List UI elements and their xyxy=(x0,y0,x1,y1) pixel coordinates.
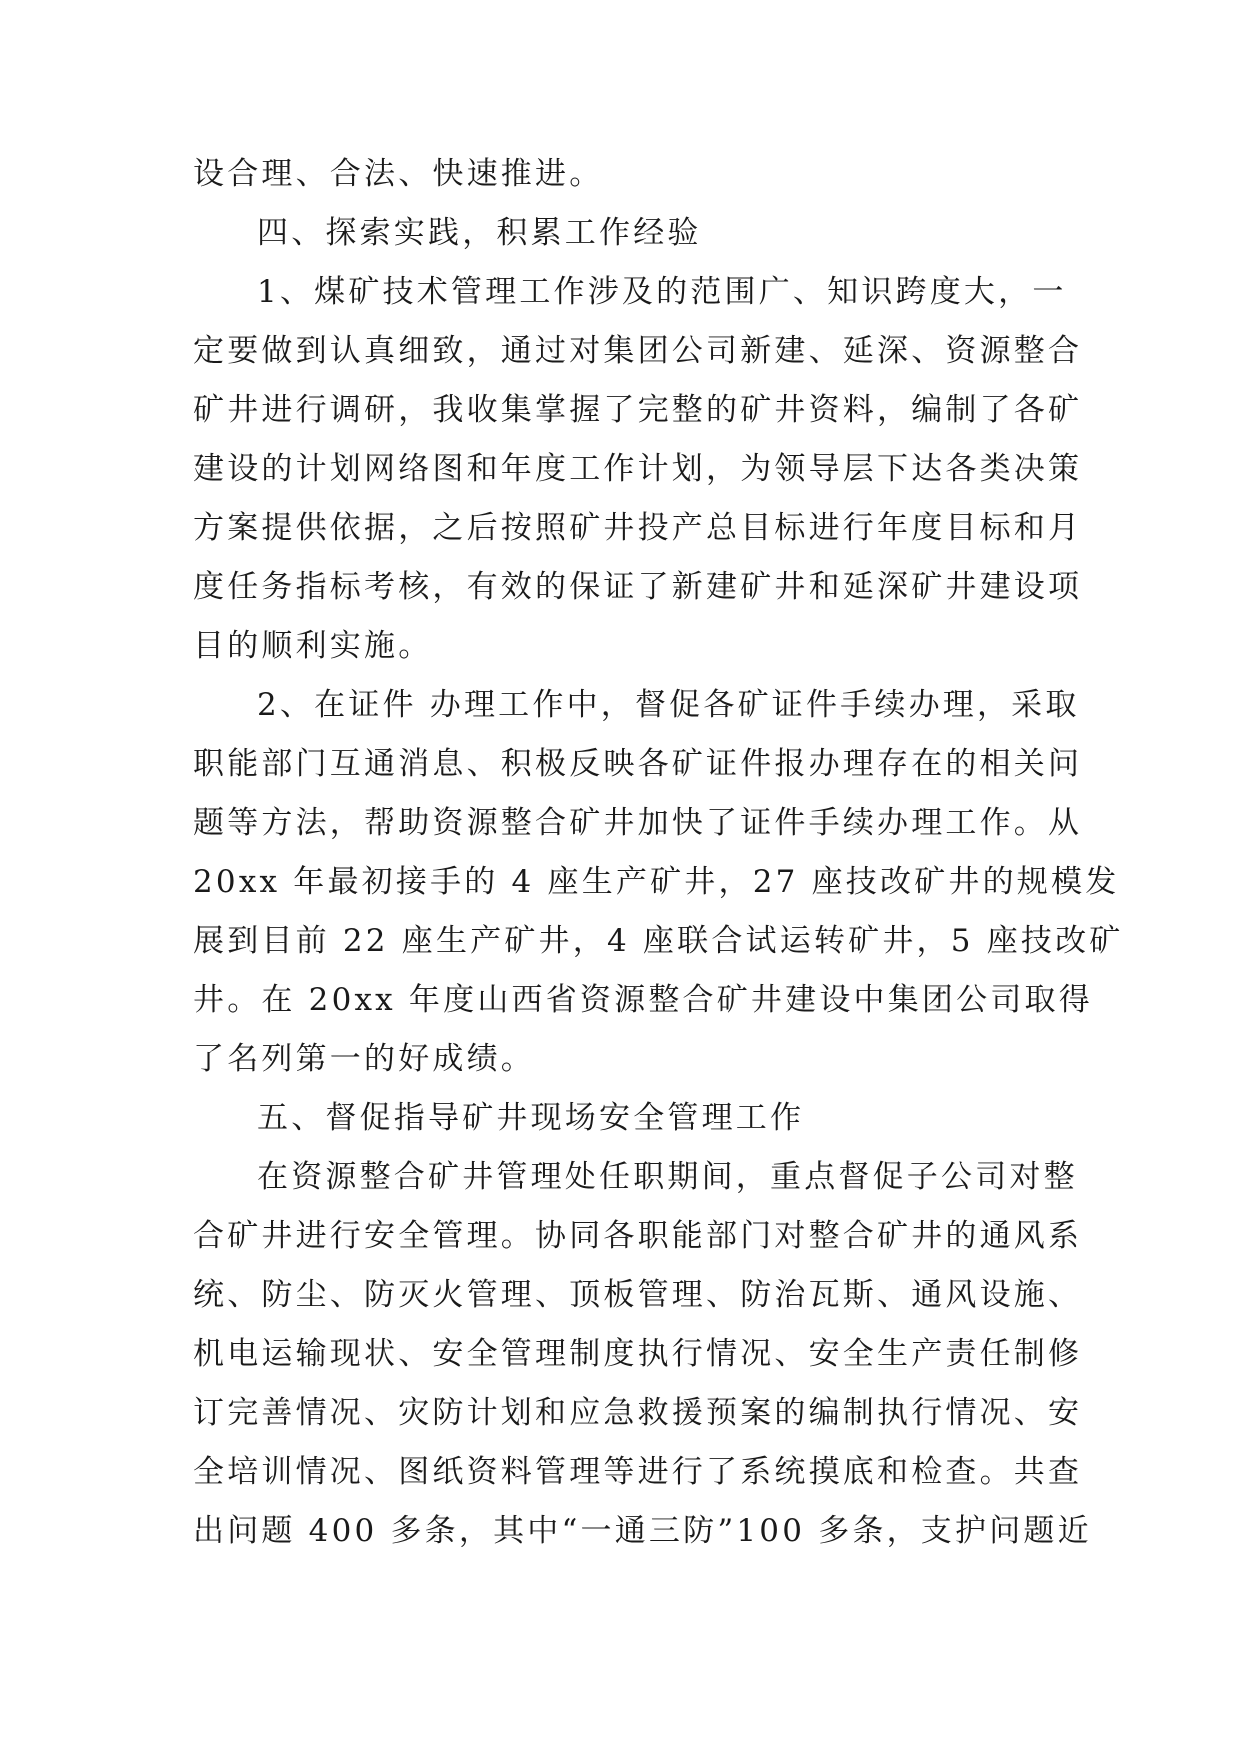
body-text-line: 合矿井进行安全管理。协同各职能部门对整合矿井的通风系 xyxy=(193,1218,1083,1254)
body-text-line: 度任务指标考核，有效的保证了新建矿井和延深矿井建设项 xyxy=(193,569,1083,605)
body-text-line: 了名列第一的好成绩。 xyxy=(193,1041,535,1077)
body-text-line: 井。在 20xx 年度山西省资源整合矿井建设中集团公司取得 xyxy=(193,982,1093,1018)
body-text-line: 目的顺利实施。 xyxy=(193,628,433,664)
paragraph-first-line: 2、在证件 办理工作中，督促各矿证件手续办理，采取 xyxy=(257,687,1080,723)
body-text-line: 设合理、合法、快速推进。 xyxy=(193,156,604,192)
paragraph-first-line: 1、煤矿技术管理工作涉及的范围广、知识跨度大，一 xyxy=(257,274,1067,310)
body-text-line: 统、防尘、防灭火管理、顶板管理、防治瓦斯、通风设施、 xyxy=(193,1277,1083,1313)
body-text-line: 方案提供依据，之后按照矿井投产总目标进行年度目标和月 xyxy=(193,510,1083,546)
body-text-line: 20xx 年最初接手的 4 座生产矿井，27 座技改矿井的规模发 xyxy=(193,864,1120,900)
body-text-line: 题等方法，帮助资源整合矿井加快了证件手续办理工作。从 xyxy=(193,805,1083,841)
body-text-line: 订完善情况、灾防计划和应急救援预案的编制执行情况、安 xyxy=(193,1395,1083,1431)
body-text-line: 定要做到认真细致，通过对集团公司新建、延深、资源整合 xyxy=(193,333,1083,369)
body-text-line: 建设的计划网络图和年度工作计划，为领导层下达各类决策 xyxy=(193,451,1083,487)
body-text-line: 矿井进行调研，我收集掌握了完整的矿井资料，编制了各矿 xyxy=(193,392,1083,428)
paragraph-first-line: 在资源整合矿井管理处任职期间，重点督促子公司对整 xyxy=(257,1159,1078,1195)
body-text-line: 机电运输现状、安全管理制度执行情况、安全生产责任制修 xyxy=(193,1336,1083,1372)
body-text-line: 职能部门互通消息、积极反映各矿证件报办理存在的相关问 xyxy=(193,746,1083,782)
body-text-line: 全培训情况、图纸资料管理等进行了系统摸底和检查。共查 xyxy=(193,1454,1083,1490)
body-text-line: 展到目前 22 座生产矿井，4 座联合试运转矿井，5 座技改矿 xyxy=(193,923,1124,959)
body-text-line: 出问题 400 多条，其中“一通三防”100 多条，支护问题近 xyxy=(193,1513,1092,1549)
section-heading: 四、探索实践，积累工作经验 xyxy=(257,215,702,251)
section-heading: 五、督促指导矿井现场安全管理工作 xyxy=(257,1100,805,1136)
